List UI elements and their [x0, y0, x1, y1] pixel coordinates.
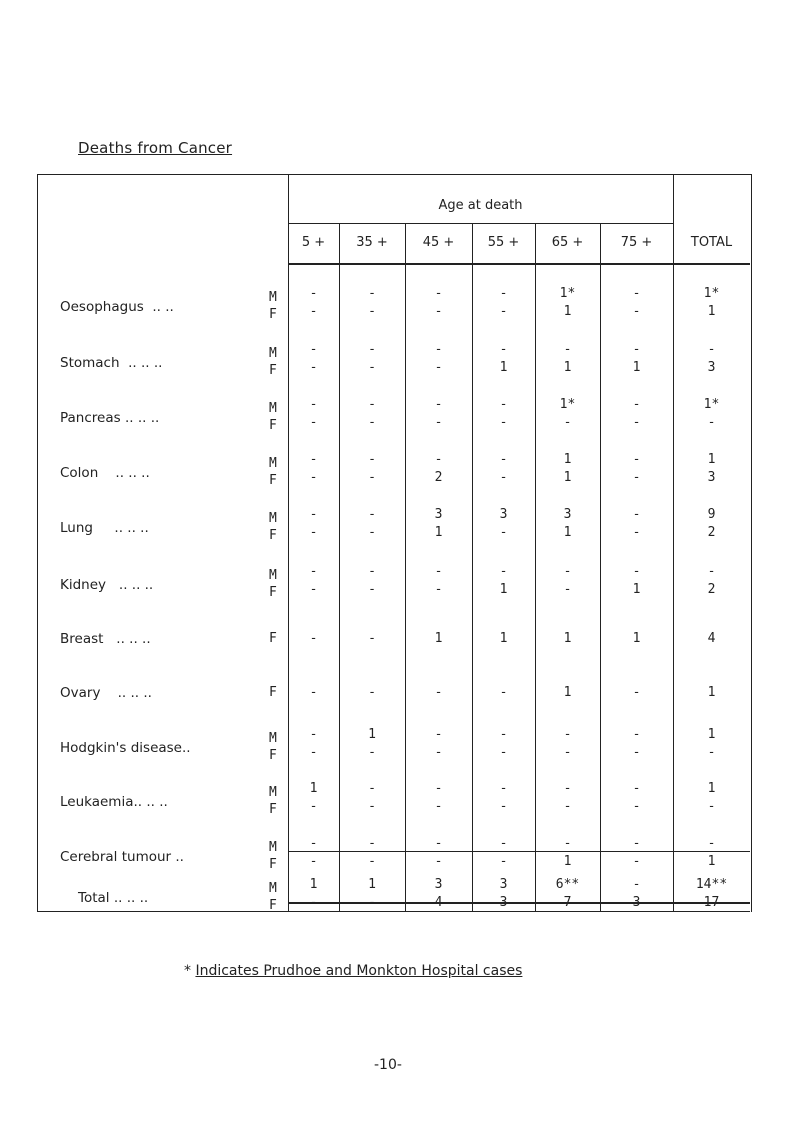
rule-age-header: [288, 223, 673, 224]
table-cell: -: [368, 360, 376, 375]
table-cell: -: [368, 452, 376, 467]
table-cell: -: [368, 397, 376, 412]
table-cell: -: [499, 685, 508, 700]
table-cell: 3: [632, 895, 641, 910]
total-cell: 1: [707, 304, 716, 319]
table-cell: -: [368, 781, 376, 796]
total-cell: 2: [707, 582, 716, 597]
table-cell: -: [368, 685, 376, 700]
total-header: TOTAL: [690, 235, 733, 250]
table-cell: -: [434, 415, 443, 430]
table-cell: -: [309, 415, 318, 430]
table-cell: 1: [563, 360, 572, 375]
table-cell: 1: [434, 631, 443, 646]
table-cell: -: [434, 304, 443, 319]
total-cell: -: [707, 836, 716, 851]
cause-label: Pancreas .. .. ..: [60, 410, 160, 426]
table-cell: 3: [499, 877, 508, 892]
table-cell: 1*: [559, 286, 576, 301]
table-cell: -: [434, 286, 443, 301]
table-cell: -: [368, 631, 376, 646]
table-cell: -: [309, 360, 318, 375]
cause-label: Oesophagus .. ..: [60, 299, 174, 315]
table-cell: 6**: [555, 877, 580, 892]
table-cell: 1: [499, 360, 508, 375]
table-cell: -: [434, 727, 443, 742]
table-cell: -: [632, 507, 641, 522]
table-cell: -: [499, 397, 508, 412]
table-cell: -: [434, 564, 443, 579]
cause-label: Leukaemia.. .. ..: [60, 794, 168, 810]
table-cell: -: [563, 582, 572, 597]
table-cell: -: [309, 854, 318, 869]
table-cell: -: [368, 286, 376, 301]
table-cell: -: [632, 836, 641, 851]
table-cell: -: [368, 836, 376, 851]
footnote: [184, 963, 522, 979]
sex-label: F: [269, 802, 277, 817]
table-cell: -: [434, 452, 443, 467]
table-cell: -: [434, 836, 443, 851]
table-cell: -: [499, 525, 508, 540]
table-cell: -: [368, 470, 376, 485]
table-cell: 3: [499, 895, 508, 910]
table-cell: -: [309, 304, 318, 319]
table-cell: -: [499, 415, 508, 430]
table-cell: 1: [563, 631, 572, 646]
rule-total-top: [288, 851, 750, 852]
cause-label: Stomach .. .. ..: [60, 355, 163, 371]
total-cell: 3: [707, 360, 716, 375]
table-cell: -: [434, 685, 443, 700]
table-cell: -: [563, 745, 572, 760]
table-cell: -: [434, 582, 443, 597]
sex-label: F: [269, 898, 277, 913]
total-cell: 1*: [703, 397, 720, 412]
table-cell: -: [309, 286, 318, 301]
table-cell: 1: [632, 582, 641, 597]
total-cell: 9: [707, 507, 716, 522]
total-cell: 3: [707, 470, 716, 485]
sex-label: F: [269, 528, 277, 543]
table-cell: 7: [563, 895, 572, 910]
table-cell: 1: [563, 452, 572, 467]
table-cell: -: [434, 342, 443, 357]
total-cell: 1: [707, 854, 716, 869]
age-group-header: 5 +: [301, 235, 326, 250]
sex-label: F: [269, 631, 277, 646]
age-group-header: 75 +: [620, 235, 653, 250]
table-cell: -: [309, 799, 318, 814]
cause-label: Total .. .. ..: [78, 890, 149, 906]
table-cell: 1: [632, 631, 641, 646]
table-cell: -: [563, 415, 572, 430]
age-group-header: 55 +: [487, 235, 520, 250]
table-cell: -: [434, 360, 443, 375]
sex-label: F: [269, 473, 277, 488]
table-cell: -: [368, 415, 376, 430]
total-cell: 1: [707, 452, 716, 467]
table-cell: -: [632, 854, 641, 869]
cause-label: Colon .. .. ..: [60, 465, 150, 481]
total-cell: 4: [707, 631, 716, 646]
sex-label: M: [269, 568, 277, 583]
sex-label: M: [269, 346, 277, 361]
table-cell: -: [368, 745, 376, 760]
table-cell: 1*: [559, 397, 576, 412]
table-cell: -: [434, 799, 443, 814]
table-cell: -: [368, 525, 376, 540]
table-cell: -: [434, 745, 443, 760]
page-title: Deaths from Cancer: [78, 139, 233, 157]
table-cell: -: [499, 452, 508, 467]
table-cell: 3: [499, 507, 508, 522]
sex-label: M: [269, 785, 277, 800]
total-cell: 2: [707, 525, 716, 540]
table-cell: -: [309, 470, 318, 485]
table-cell: -: [632, 525, 641, 540]
total-cell: 1: [707, 727, 716, 742]
table-cell: -: [632, 564, 641, 579]
table-cell: 1: [563, 525, 572, 540]
table-cell: -: [499, 836, 508, 851]
table-cell: 1: [309, 781, 318, 796]
table-cell: 1: [309, 877, 318, 892]
total-cell: -: [707, 415, 716, 430]
table-cell: -: [563, 564, 572, 579]
sex-label: F: [269, 857, 277, 872]
table-cell: -: [434, 781, 443, 796]
total-cell: 1*: [703, 286, 720, 301]
sex-label: F: [269, 685, 277, 700]
footnote-text: Indicates Prudhoe and Monkton Hospital cases: [195, 963, 523, 979]
table-cell: -: [309, 745, 318, 760]
cause-label: Hodgkin's disease..: [60, 740, 191, 756]
table-cell: 1: [563, 470, 572, 485]
table-cell: -: [368, 507, 376, 522]
cause-label: Cerebral tumour ..: [60, 849, 184, 865]
table-cell: -: [434, 854, 443, 869]
sex-label: M: [269, 511, 277, 526]
total-cell: 1: [707, 781, 716, 796]
sex-label: F: [269, 307, 277, 322]
table-cell: 1: [563, 685, 572, 700]
table-cell: -: [309, 397, 318, 412]
table-cell: -: [368, 564, 376, 579]
table-cell: -: [499, 342, 508, 357]
table-cell: -: [309, 582, 318, 597]
table-cell: -: [632, 781, 641, 796]
sex-label: M: [269, 401, 277, 416]
table-cell: 3: [434, 507, 443, 522]
table-cell: 1: [499, 582, 508, 597]
table-cell: -: [368, 854, 376, 869]
table-cell: -: [632, 286, 641, 301]
sex-label: F: [269, 363, 277, 378]
cause-label: Ovary .. .. ..: [60, 685, 152, 701]
sex-label: M: [269, 731, 277, 746]
sex-label: M: [269, 456, 277, 471]
table-cell: -: [309, 631, 318, 646]
age-at-death-header: Age at death: [438, 198, 523, 213]
table-cell: -: [309, 564, 318, 579]
table-cell: -: [632, 397, 641, 412]
table-cell: -: [632, 452, 641, 467]
total-cell: -: [707, 799, 716, 814]
table-cell: 1: [632, 360, 641, 375]
table-cell: 1: [563, 854, 572, 869]
total-cell: 1: [707, 685, 716, 700]
table-cell: -: [563, 727, 572, 742]
sex-label: M: [269, 840, 277, 855]
table-cell: 3: [563, 507, 572, 522]
total-cell: -: [707, 745, 716, 760]
table-cell: 1: [434, 525, 443, 540]
table-cell: -: [368, 895, 376, 910]
table-cell: -: [499, 727, 508, 742]
cause-label: Kidney .. .. ..: [60, 577, 154, 593]
table-cell: -: [309, 727, 318, 742]
total-cell: 17: [703, 895, 720, 910]
sex-label: F: [269, 585, 277, 600]
table-cell: -: [499, 470, 508, 485]
page-number: -10-: [374, 1057, 402, 1073]
table-cell: -: [632, 342, 641, 357]
table-cell: 4: [434, 895, 443, 910]
table-cell: -: [563, 836, 572, 851]
rule-bottom: [37, 911, 750, 912]
age-group-header: 35 +: [356, 235, 388, 250]
table-cell: -: [309, 895, 318, 910]
table-cell: -: [368, 342, 376, 357]
table-cell: -: [499, 564, 508, 579]
total-cell: -: [707, 342, 716, 357]
table-cell: 1: [499, 631, 508, 646]
sex-label: F: [269, 418, 277, 433]
table-cell: -: [499, 286, 508, 301]
cause-label: Lung .. .. ..: [60, 520, 149, 536]
total-cell: 14**: [695, 877, 728, 892]
table-cell: 1: [368, 727, 376, 742]
table-cell: 1: [563, 304, 572, 319]
table-cell: -: [563, 799, 572, 814]
total-cell: -: [707, 564, 716, 579]
table-cell: -: [632, 745, 641, 760]
table-cell: -: [309, 836, 318, 851]
sex-label: M: [269, 290, 277, 305]
sex-label: F: [269, 748, 277, 763]
table-cell: -: [632, 304, 641, 319]
table-cell: -: [368, 582, 376, 597]
rule-header-bottom: [288, 263, 750, 265]
table-cell: -: [632, 799, 641, 814]
table-cell: -: [309, 342, 318, 357]
table-cell: -: [563, 342, 572, 357]
table-cell: 2: [434, 470, 443, 485]
table-cell: -: [632, 727, 641, 742]
table-cell: -: [434, 397, 443, 412]
age-group-header: 45 +: [422, 235, 455, 250]
table-cell: -: [632, 877, 641, 892]
table-cell: -: [309, 507, 318, 522]
sex-label: M: [269, 881, 277, 896]
table-cell: -: [309, 525, 318, 540]
table-cell: -: [368, 799, 376, 814]
table-cell: -: [632, 470, 641, 485]
table-cell: -: [499, 854, 508, 869]
table-cell: -: [632, 685, 641, 700]
table-cell: -: [499, 745, 508, 760]
table-cell: -: [499, 799, 508, 814]
table-cell: 1: [368, 877, 376, 892]
table-cell: -: [632, 415, 641, 430]
table-cell: -: [499, 781, 508, 796]
table-cell: -: [499, 304, 508, 319]
cause-label: Breast .. .. ..: [60, 631, 151, 647]
table-cell: -: [368, 304, 376, 319]
table-cell: 3: [434, 877, 443, 892]
table-cell: -: [309, 685, 318, 700]
table-cell: -: [309, 452, 318, 467]
age-group-header: 65 +: [551, 235, 584, 250]
table-cell: -: [563, 781, 572, 796]
footnote-marker: *: [184, 963, 191, 979]
